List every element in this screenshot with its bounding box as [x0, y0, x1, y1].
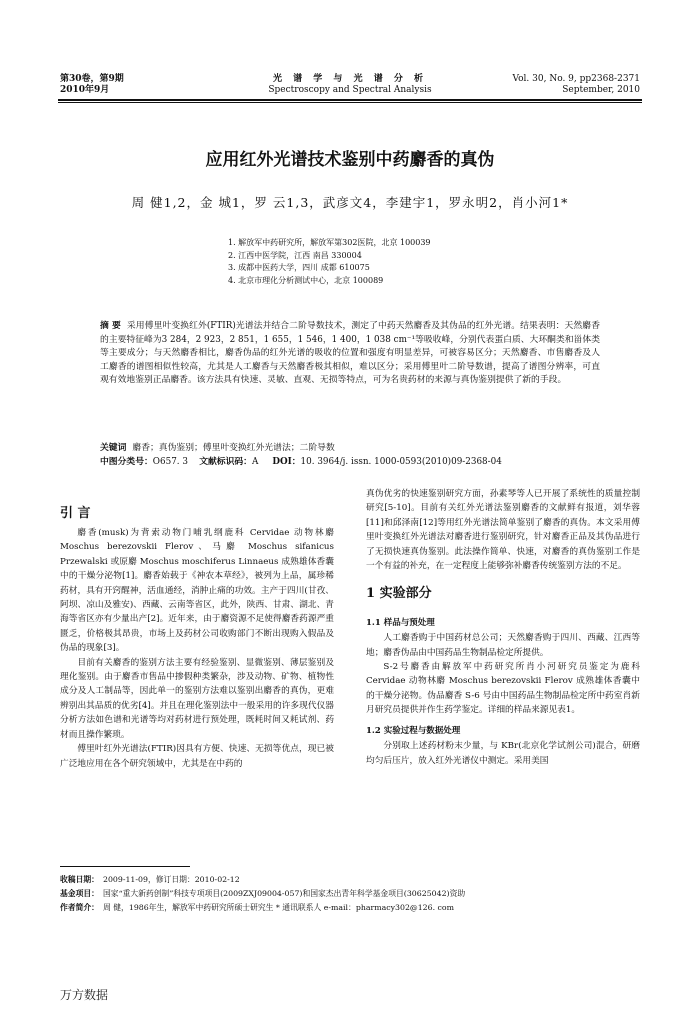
received-line [60, 873, 640, 887]
fund-line [60, 887, 640, 901]
bio-line [60, 901, 640, 915]
abstract [100, 320, 600, 388]
footnote-rule [60, 866, 190, 867]
author-list: 周 健1,2，金 城1，罗 云1,3，武彦文4，李建宇1，罗永明2，肖小河1* [131, 195, 569, 210]
received-label: 收稿日期： [60, 875, 99, 884]
intro-paragraph: 傅里叶红外光谱法(FTIR)因具有方便、快速、无损等优点，现已被广泛地应用在各个研究领域中，尤其是在中药的 [60, 744, 334, 769]
body-paragraph: 人工麝香购于中国药材总公司；天然麝香购于四川、西藏、江西等地；麝香伪品由中国药品生物制品检定所提供。 [366, 633, 640, 658]
clc-value: O657. 3 [152, 457, 188, 467]
paper-title: 应用红外光谱技术鉴别中药麝香的真伪 [205, 150, 495, 170]
affiliation: 1. 解放军中药研究所，解放军第302医院，北京 100039 [228, 238, 431, 247]
affiliations [228, 237, 431, 287]
journal-name [200, 74, 500, 96]
subsection-heading: 1.1 样品与预处理 [366, 617, 435, 628]
bio-text: 周 健，1986年生，解放军中药研究所硕士研究生 * 通讯联系人 e-mail：pharmacy302@126. com [102, 903, 455, 912]
body-paragraph: 分别取上述药材粉末少量，与 KBr(北京化学试剂公司)混合，研磨均匀后压片，放入红外光谱仪中测定。采用美国 [366, 741, 640, 766]
doc-value: A [251, 457, 259, 467]
keywords-text: 麝香；真伪鉴别；傅里叶变换红外光谱法；二阶导数 [132, 443, 335, 453]
journal-volume [60, 74, 124, 96]
doi-label: DOI： [272, 457, 301, 467]
date-cn: 2010年9月 [60, 85, 110, 95]
doc-label: 文献标识码： [199, 457, 252, 467]
footnote [60, 873, 640, 915]
fund-text: 国家“重大新药创制”科技专项项目(2009ZXJ09004-057)和国家杰出青年科学基金项目(30625042)资助 [102, 889, 466, 898]
affiliation: 2. 江西中医学院，江西 南昌 330004 [228, 250, 362, 260]
intro-heading: 引 言 [60, 506, 91, 521]
bio-label: 作者简介： [60, 903, 99, 912]
clc-label: 中图分类号： [100, 457, 153, 467]
subsection-heading: 1.2 实验过程与数据处理 [366, 725, 461, 736]
intro-paragraph: 目前有关麝香的鉴别方法主要有经验鉴别、显微鉴别、薄层鉴别及理化鉴别。由于麝香市售品中掺假种类繁杂，涉及动物、矿物、植物性成分及人工制品等，因此单一的鉴别方法难以鉴别出麝香的真伪，更难辨别出其品质的优劣[4]。并且在理化鉴别法中一般采用的许多现代仪器分析方法如色谱和光谱等均对药材进行预处理，既耗时间又耗试剂、药材而且操作繁琐。 [60, 657, 334, 740]
left-column [60, 526, 334, 771]
intro-continued: 真伪优劣的快速鉴别研究方面，孙素琴等人已开展了系统性的质量控制研究[5-10]。目前有关红外光谱法鉴别麝香的文献鲜有报道，刘华蓉[11]和邱泽南[12]等用红外光谱法简单鉴别了麝香的真伪。本文采用傅里叶变换红外光谱法对麝香进行鉴别研究，针对麝香正品及其伪品进行了无损快速真伪鉴别。此法操作简单、快速，对麝香的真伪鉴别工作是一个有益的补充，在一定程度上能够弥补麝香传统鉴别方法的不足。 [366, 489, 640, 572]
intro-paragraph: 麝香(musk)为背索动物门哺乳纲鹿科 Cervidae 动物林麝 Moschus berezovskii Flerov、马麝 Moschus sifanicus Przewalski 或原麝 Moschus moschiferus Linnaeus 成熟雄体香囊中的干燥分泌物[1]。麝香始载于《神农本草经》，被列为上品，属珍稀药材，具有开窍醒神，活血通经，消肿止痛的功效。主产于四川(甘孜、阿坝、凉山及雅安)、西藏、云南等省区，此外，陕西、甘肃、湖北、青海等省区亦有少量出产[2]。近年来，由于麝资源不足使得麝香药源严重匮乏，价格极其昂贵，市场上及药材公司收购部门不断出现购入假品及伪品的现象[3]。 [60, 528, 334, 654]
classification [100, 456, 600, 470]
doi-value: 10. 3964/j. issn. 1000-0593(2010)09-2368-04 [300, 457, 502, 467]
header-rule-thin [58, 102, 642, 103]
journal-name-cn: 光 谱 学 与 光 谱 分 析 [273, 74, 427, 84]
keywords-label: 关键词 [100, 443, 127, 453]
volume-cn: 第30卷，第9期 [60, 74, 124, 84]
journal-name-en: Spectroscopy and Spectral Analysis [268, 85, 432, 95]
affiliation: 3. 成都中医药大学，四川 成都 610075 [228, 263, 370, 272]
abstract-label: 摘 要 [100, 321, 121, 331]
fund-label: 基金项目： [60, 889, 99, 898]
header-rule [58, 99, 642, 101]
watermark: 万方数据 [60, 988, 109, 1002]
date-en: September, 2010 [562, 85, 640, 95]
right-column [366, 487, 640, 768]
volume-en: Vol. 30, No. 9, pp2368-2371 [512, 74, 640, 84]
journal-issue [512, 74, 640, 96]
affiliation: 4. 北京市理化分析测试中心，北京 100089 [228, 275, 384, 285]
section-heading: 1 实验部分 [366, 586, 432, 602]
body-paragraph: S-2号麝香由解放军中药研究所肖小河研究员鉴定为鹿科 Cervidae 动物林麝 Moschus berezovskii Flerov 成熟雄体香囊中的干燥分泌物。伪品麝香 S-6 号由中国药品生物制品检定所中药室肖新月研究员提供并作生药学鉴定。详细的样品来源见表1。 [366, 662, 640, 716]
abstract-text: 采用傅里叶变换红外(FTIR)光谱法并结合二阶导数技术，测定了中药天然麝香及其伪品的红外光谱。结果表明：天然麝香的主要特征峰为3 284，2 923，2 851，1 655，1 546，1 400，1 038 cm⁻¹等吸收峰，分别代表蛋白质、大环酮类和甾体类等主要成分；与天然麝香相比，麝香伪品的红外光谱的吸收的位置和强度有明显差异，可被容易区分；天然麝香、市售麝香及人工麝香的谱图相似性较高，尤其是人工麝香与天然麝香极其相似，难以区分；采用傅里叶二阶导数谱，提高了谱图分辨率，可直观有效地鉴别正品麝香。该方法具有快速、灵敏、直观、无损等特点，可为名贵药材的来源与真伪鉴别提供了新的手段。 [100, 321, 600, 385]
received-dates: 2009-11-09，修订日期：2010-02-12 [102, 875, 240, 884]
keywords [100, 442, 600, 456]
